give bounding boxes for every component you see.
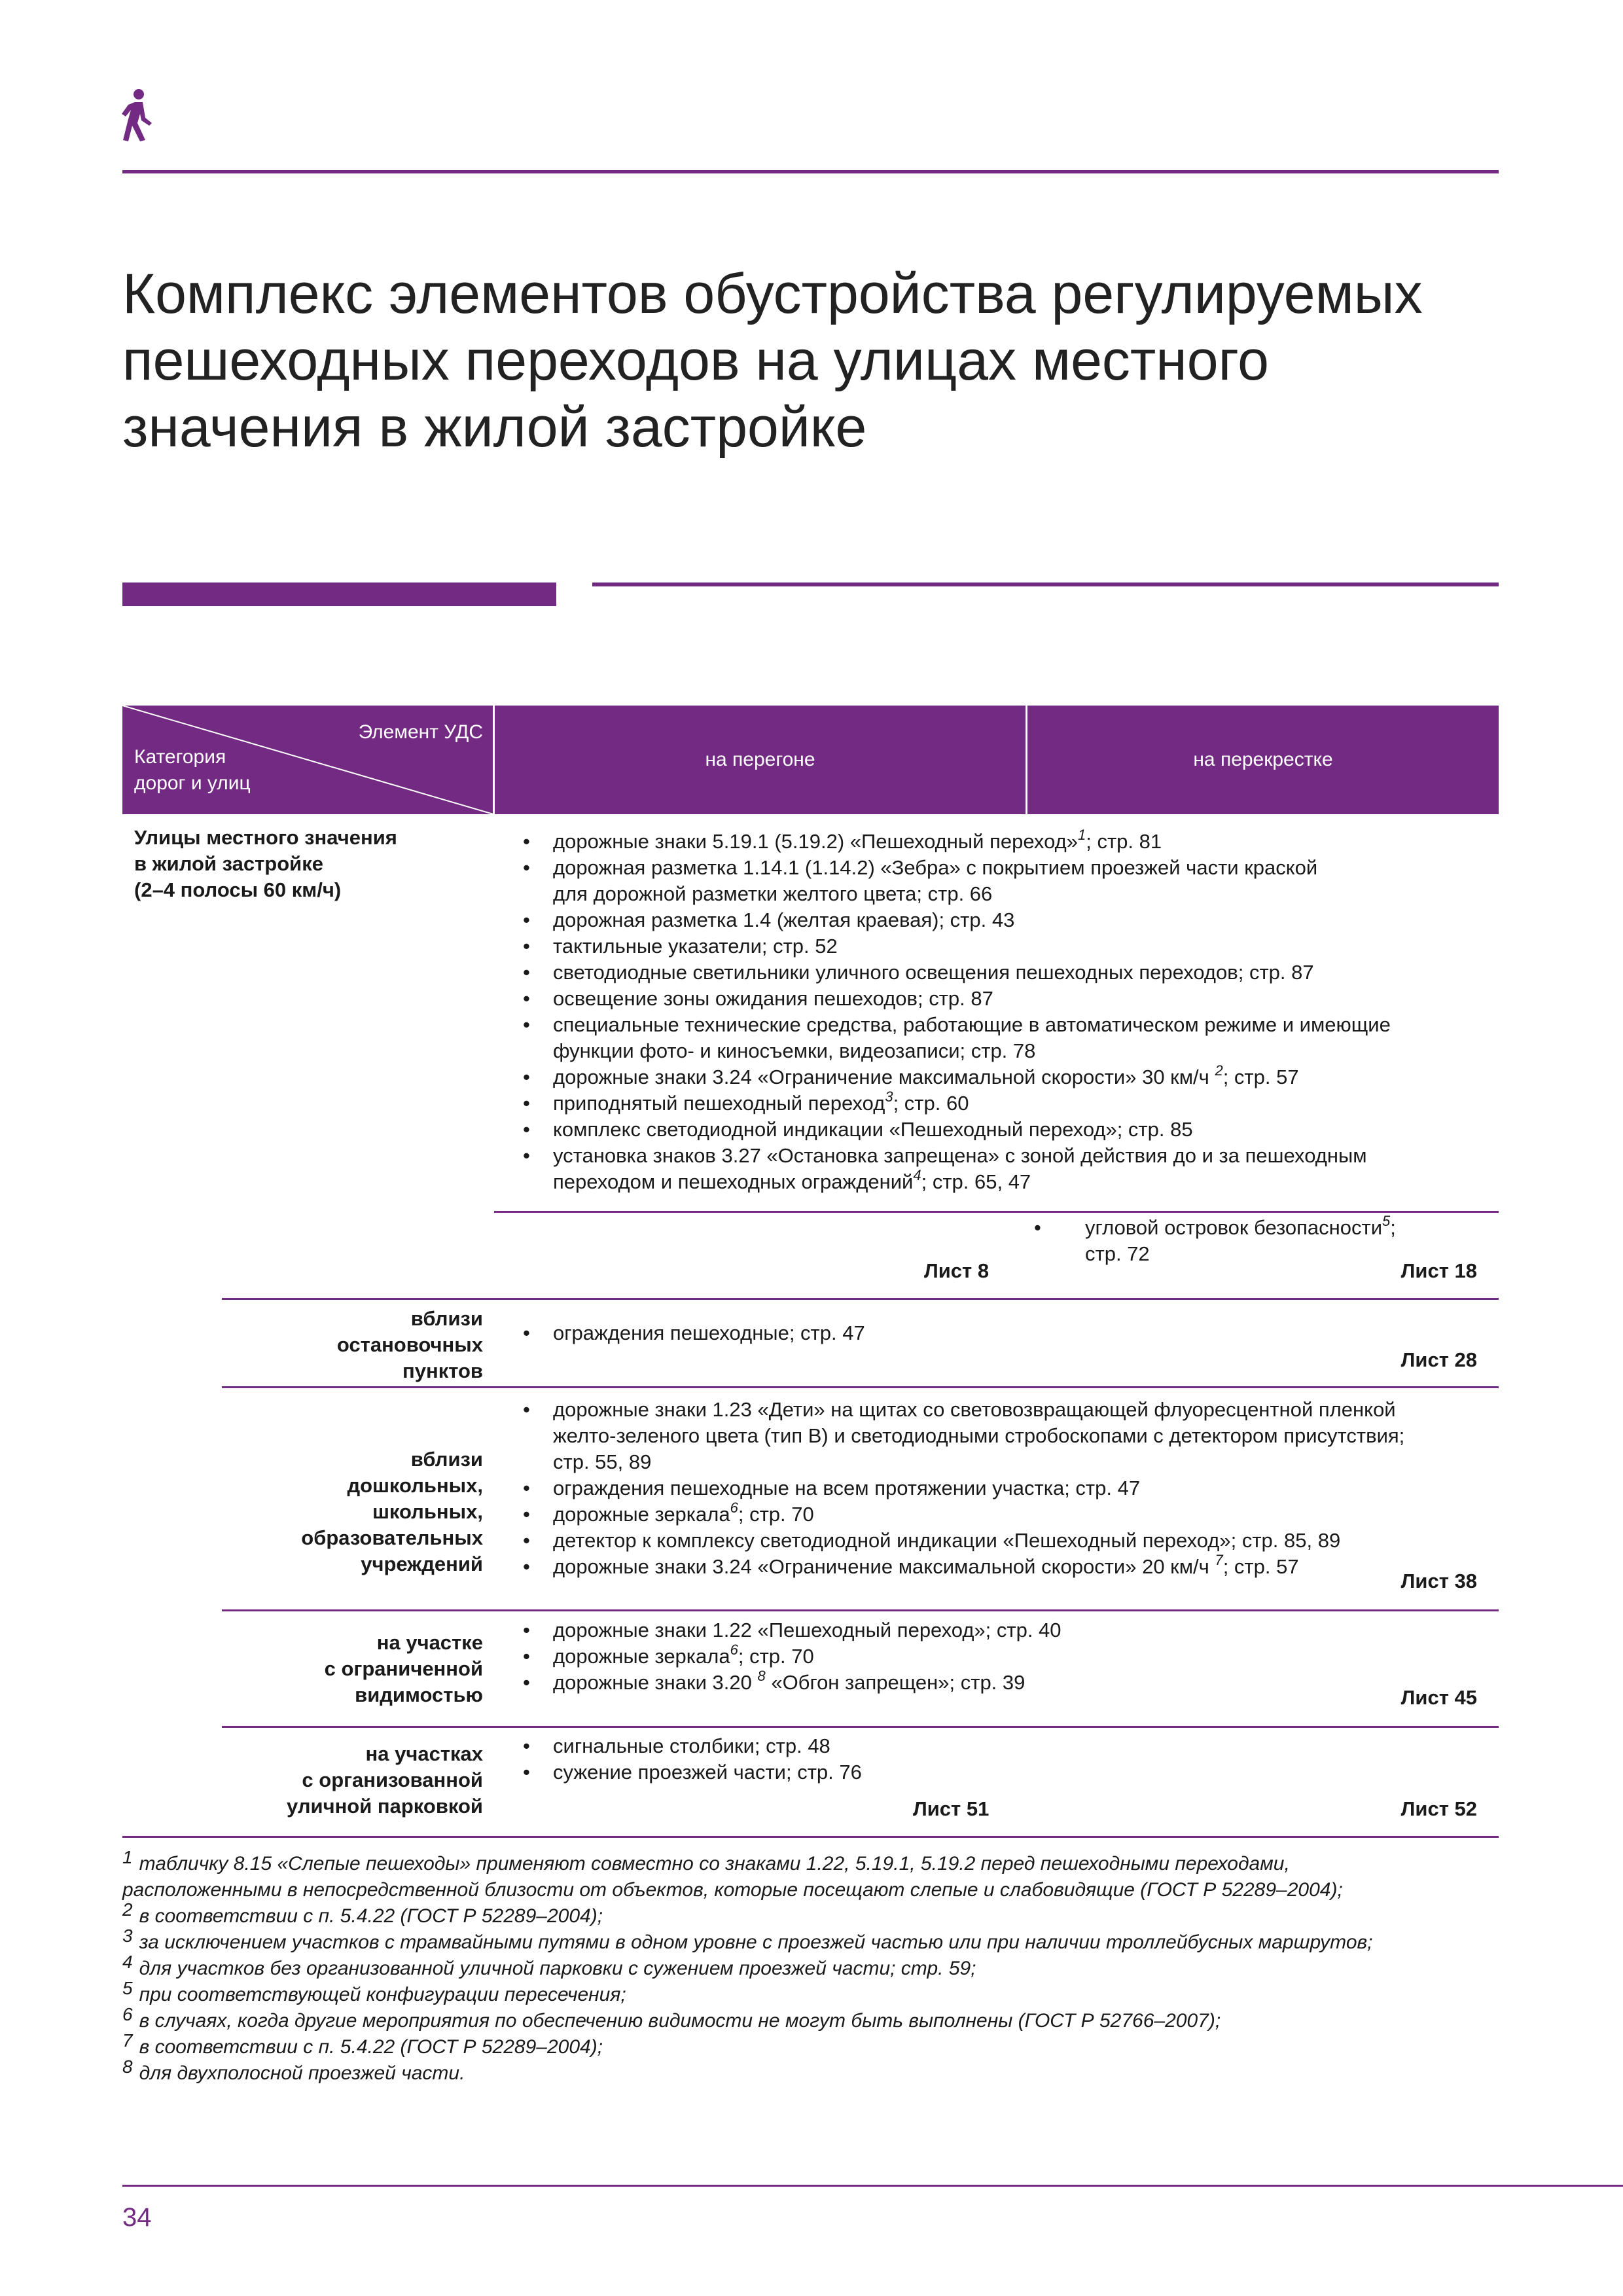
pedestrian-walking-icon — [119, 88, 156, 143]
category-line: Улицы местного значения — [134, 826, 397, 849]
main-category — [134, 825, 397, 903]
list-item: • ограждения пешеходные на всем протяжении участка; стр. 47 — [520, 1475, 1404, 1501]
list-item: • комплекс светодиодной индикации «Пешеходный переход»; стр. 85 — [520, 1117, 1391, 1143]
footnotes — [122, 1847, 1499, 2087]
row-items-list — [520, 1320, 865, 1346]
footnote: 2 в соответствии с п. 5.4.22 (ГОСТ Р 52289–2004); — [122, 1899, 603, 1927]
list-item: • ограждения пешеходные; стр. 47 — [520, 1320, 865, 1346]
list-item: • освещение зоны ожидания пешеходов; стр. 87 — [520, 986, 1391, 1012]
table-bottom-rule — [122, 1836, 1499, 1838]
row-items-list — [520, 1617, 1061, 1696]
top-rule — [122, 170, 1499, 173]
list-item: • дорожная разметка 1.14.1 (1.14.2) «Зебра» с покрытием проезжей части краской для дорожной разметки желтого цвета; стр. 66 — [520, 855, 1391, 907]
row-category — [337, 1306, 483, 1384]
category-line: дошкольных, — [347, 1474, 483, 1497]
title-line: значения в жилой застройке — [122, 396, 867, 459]
row-category — [287, 1741, 483, 1820]
category-line: уличной парковкой — [286, 1795, 483, 1818]
category-line: учреждений — [361, 1552, 483, 1575]
category-line: остановочных — [336, 1333, 483, 1356]
footnote: 6 в случаях, когда другие мероприятия по обеспечению видимости не могут быть выполнены (ГОСТ Р 52766–2007); — [122, 2004, 1221, 2032]
footnote: 1 табличку 8.15 «Слепые пешеходы» применяют совместно со знаками 1.22, 5.19.1, 5.19.2 перед пешеходными переходами, — [122, 1847, 1290, 1874]
list-item: • светодиодные светильники уличного освещения пешеходных переходов; стр. 87 — [520, 960, 1391, 986]
list-item: • детектор к комплексу светодиодной индикации «Пешеходный переход»; стр. 85, 89 — [520, 1528, 1404, 1554]
header-diagonal-cell — [122, 706, 493, 814]
category-line: с организованной — [302, 1768, 483, 1791]
list-item: • тактильные указатели; стр. 52 — [520, 933, 1391, 960]
header-category-label: дорог и улиц — [134, 772, 251, 794]
list-item: • дорожные знаки 3.24 «Ограничение максимальной скорости» 20 км/ч $^7$; стр. 57 — [520, 1554, 1404, 1580]
accent-bar-thick — [122, 583, 556, 606]
row-category — [301, 1446, 483, 1577]
list-item: • дорожные знаки 1.23 «Дети» на щитах со световозвращающей флуоресцентной пленкой желто-зеленого цвета (тип В) и светодиодными стробоскопами с детектором присутствия; стр. 55, 89 — [520, 1397, 1404, 1475]
category-line: (2–4 полосы 60 км/ч) — [134, 878, 342, 901]
intersection-item: • угловой островок безопасности$^5$; стр. 72 — [1034, 1212, 1396, 1265]
row-category — [325, 1630, 483, 1708]
category-line: в жилой застройке — [134, 852, 323, 875]
table-header — [122, 706, 1499, 814]
title-line: Комплекс элементов обустройства регулируемых — [122, 262, 1423, 325]
header-category-label: Категория — [134, 746, 226, 768]
header-col-segment: на перегоне — [705, 749, 815, 770]
row-divider — [222, 1609, 1499, 1611]
category-line: на участках — [365, 1742, 483, 1765]
row-divider — [222, 1298, 1499, 1300]
category-line: вблизи — [410, 1448, 483, 1471]
sheet-label: Лист 51 — [913, 1797, 990, 1820]
header-col-intersection: на перекрестке — [1193, 749, 1333, 770]
page-number: 34 — [122, 2203, 152, 2232]
footnote: 3 за исключением участков с трамвайными путями в одном уровне с проезжей частью или при наличии троллейбусных маршрутов; — [122, 1926, 1373, 1953]
category-line: образовательных — [301, 1526, 483, 1549]
accent-bar-thin — [592, 583, 1499, 586]
list-item: • дорожные знаки 3.24 «Ограничение максимальной скорости» 30 км/ч $^2$; стр. 57 — [520, 1064, 1391, 1090]
header-element-label: Элемент УДС — [358, 721, 483, 743]
list-item: • сигнальные столбики; стр. 48 — [520, 1733, 862, 1759]
list-item: • установка знаков 3.27 «Остановка запрещена» с зоной действия до и за пешеходным переходом и пешеходных ограждений$^4$; стр. 65, 47 — [520, 1143, 1391, 1195]
list-item: • приподнятый пешеходный переход$^3$; стр. 60 — [520, 1090, 1391, 1117]
row-items-list — [520, 1733, 862, 1785]
category-line: вблизи — [410, 1307, 483, 1330]
row-divider — [494, 1211, 1499, 1213]
list-item: • дорожные знаки 5.19.1 (5.19.2) «Пешеходный переход»$^1$; стр. 81 — [520, 829, 1391, 855]
list-item: • дорожные знаки 1.22 «Пешеходный переход»; стр. 40 — [520, 1617, 1061, 1643]
list-item: • дорожные зеркала$^6$; стр. 70 — [520, 1501, 1404, 1528]
sheet-label: Лист 52 — [1400, 1797, 1477, 1820]
sheet-label: Лист 45 — [1400, 1686, 1477, 1709]
title-line: пешеходных переходов на улицах местного — [122, 329, 1269, 392]
category-line: школьных, — [372, 1500, 483, 1523]
list-item: • сужение проезжей части; стр. 76 — [520, 1759, 862, 1785]
footnote: 4 для участков без организованной уличной парковки с сужением проезжей части; стр. 59; — [122, 1952, 976, 1979]
category-line: пунктов — [402, 1359, 483, 1382]
footnote-continuation: расположенными в непосредственной близости от объектов, которые посещают слепые и слабовидящие (ГОСТ Р 52289–2004); — [122, 1879, 1343, 1901]
footnote: 7 в соответствии с п. 5.4.22 (ГОСТ Р 52289–2004); — [122, 2030, 603, 2058]
footnote: 8 для двухполосной проезжей части. — [122, 2056, 465, 2084]
list-item: • дорожные знаки 3.20 $^8$ «Обгон запрещен»; стр. 39 — [520, 1670, 1061, 1696]
page-title — [122, 260, 1529, 461]
sheet-label: Лист 8 — [924, 1259, 990, 1282]
sheet-label: Лист 28 — [1400, 1348, 1477, 1371]
row-items-list — [520, 1397, 1404, 1580]
common-items-list — [520, 826, 1391, 1195]
footnote: 5 при соответствующей конфигурации пересечения; — [122, 1978, 626, 2005]
list-item: • специальные технические средства, работающие в автоматическом режиме и имеющие функции фото- и киносъемки, видеозаписи; стр. 78 — [520, 1012, 1391, 1064]
row-divider — [222, 1386, 1499, 1388]
sheet-label: Лист 18 — [1400, 1259, 1477, 1282]
list-item: • дорожные зеркала$^6$; стр. 70 — [520, 1643, 1061, 1670]
sheet-label: Лист 38 — [1400, 1570, 1477, 1592]
category-line: видимостью — [355, 1683, 483, 1706]
bottom-rule — [122, 2185, 1623, 2187]
row-divider — [222, 1726, 1499, 1728]
list-item: • дорожная разметка 1.4 (желтая краевая); стр. 43 — [520, 907, 1391, 933]
category-line: на участке — [376, 1631, 483, 1654]
category-line: с ограниченной — [324, 1657, 483, 1680]
